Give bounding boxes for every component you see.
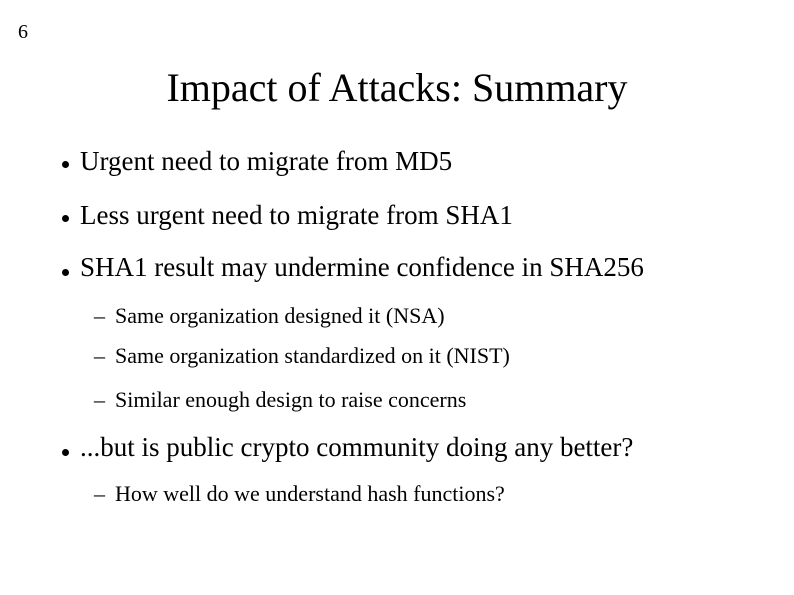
bullet-text: Less urgent need to migrate from SHA1 [80,200,513,230]
bullet-dot-icon [62,161,69,168]
sub-bullet-text: Same organization standardized on it (NIST) [115,343,510,368]
sub-bullet-dash: – [94,303,105,328]
bullet-text: ...but is public crypto community doing any better? [80,432,634,462]
sub-bullet-dash: – [94,387,105,412]
sub-bullet-dash: – [94,343,105,368]
sub-bullet-text: Similar enough design to raise concerns [115,387,467,412]
sub-bullet-text: How well do we understand hash functions? [115,481,505,506]
bullet-text: Urgent need to migrate from MD5 [80,146,453,176]
bullet-dot-icon [62,269,69,276]
slide-number: 6 [18,21,28,43]
bullet-dot-icon [62,215,69,222]
bullet-dot-icon [62,449,69,456]
sub-bullet-text: Same organization designed it (NSA) [115,303,445,328]
slide-title: Impact of Attacks: Summary [166,65,628,110]
sub-bullet-dash: – [94,481,105,506]
bullet-text: SHA1 result may undermine confidence in SHA256 [80,252,644,282]
